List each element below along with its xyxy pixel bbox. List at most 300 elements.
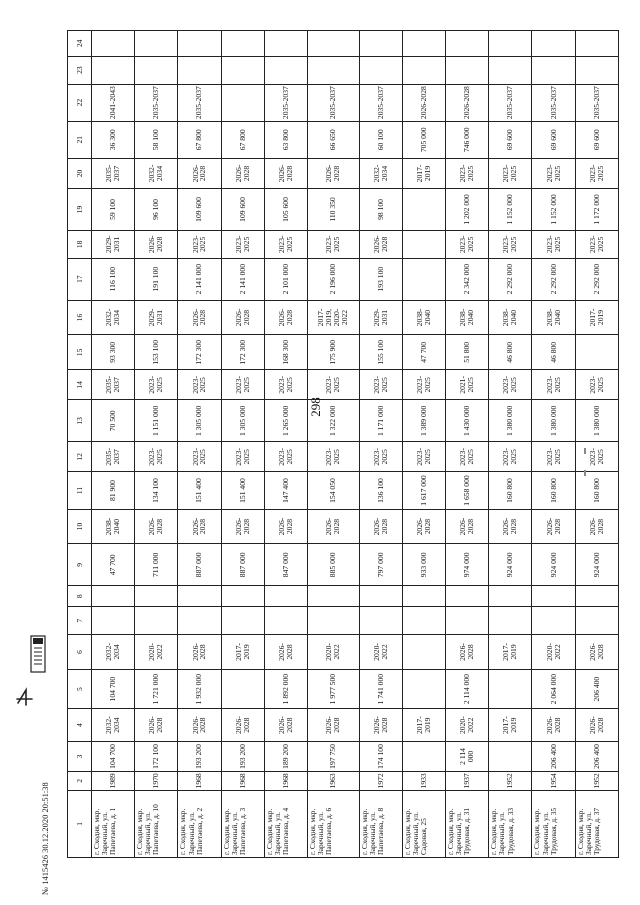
table-cell-col-24 — [446, 31, 489, 57]
table-cell-col-12: 2023-2025 — [264, 442, 307, 472]
table-cell-col-16: 2038-2040 — [489, 300, 532, 335]
address-cell: г. Сходня, мкр. Заречный, ул. Папетаева, д. 4 — [264, 790, 307, 857]
table-row — [359, 31, 402, 858]
table-cell-col-16: 2038-2040 — [402, 300, 445, 335]
table-cell-col-8 — [178, 586, 221, 607]
table-cell-col-17: 116 100 — [92, 258, 135, 300]
column-number-7: 7 — [68, 607, 92, 635]
table-cell-col-19: 1 202 000 — [446, 189, 489, 231]
table-cell-col-8 — [359, 586, 402, 607]
table-cell-col-2: 1989 — [92, 772, 135, 791]
table-cell-col-21: 66 650 — [307, 121, 359, 158]
table-cell-col-18: 2023-2025 — [221, 230, 264, 258]
table-cell-col-20: 2023-2025 — [489, 158, 532, 188]
table-cell-col-15: 47 700 — [402, 335, 445, 370]
table-cell-col-22: 2026-2028 — [446, 84, 489, 121]
table-cell-col-22: 2035-2037 — [489, 84, 532, 121]
table-cell-col-10: 2026-2028 — [178, 509, 221, 544]
table-cell-col-18: 2029-2031 — [92, 230, 135, 258]
table-cell-col-14: 2023-2025 — [135, 370, 178, 400]
table-cell-col-21: 69 600 — [489, 121, 532, 158]
table-cell-col-20: 2026-2028 — [178, 158, 221, 188]
table-cell-col-2: 1952 — [575, 772, 618, 791]
table-cell-col-2: 1937 — [446, 772, 489, 791]
table-cell-col-14: 2035-2037 — [92, 370, 135, 400]
fold-mark — [584, 470, 586, 476]
table-cell-col-3: 172 100 — [135, 741, 178, 771]
table-cell-col-5: 1 977 500 — [307, 669, 359, 708]
address-cell: г. Сходня, мкр. Заречный, ул. Трудовая, д. 31 — [446, 790, 489, 857]
table-cell-col-14: 2023-2025 — [178, 370, 221, 400]
table-cell-col-12: 2023-2025 — [446, 442, 489, 472]
table-cell-col-11: 136 100 — [359, 472, 402, 509]
table-cell-col-12: 2023-2025 — [532, 442, 575, 472]
table-cell-col-21: 69 600 — [575, 121, 618, 158]
table-cell-col-21: 705 000 — [402, 121, 445, 158]
table-cell-col-7 — [359, 607, 402, 635]
table-cell-col-23 — [402, 56, 445, 84]
table-cell-col-16: 2029-2031 — [359, 300, 402, 335]
table-cell-col-14: 2023-2025 — [402, 370, 445, 400]
table-cell-col-18 — [402, 230, 445, 258]
table-cell-col-19 — [402, 189, 445, 231]
table-cell-col-13: 1 305 000 — [178, 400, 221, 442]
table-cell-col-3: 193 200 — [178, 741, 221, 771]
table-cell-col-7 — [92, 607, 135, 635]
table-cell-col-8 — [135, 586, 178, 607]
table-cell-col-3: 206 400 — [532, 741, 575, 771]
table-cell-col-8 — [264, 586, 307, 607]
table-cell-col-15: 51 800 — [446, 335, 489, 370]
table-cell-col-12: 2023-2025 — [489, 442, 532, 472]
table-cell-col-11: 160 800 — [532, 472, 575, 509]
table-cell-col-12: 2023-2025 — [402, 442, 445, 472]
table-cell-col-17: 193 100 — [359, 258, 402, 300]
table-cell-col-23 — [307, 56, 359, 84]
table-cell-col-14: 2023-2025 — [532, 370, 575, 400]
table-cell-col-24 — [135, 31, 178, 57]
table-cell-col-17: 2 141 000 — [178, 258, 221, 300]
table-cell-col-4: 2026-2028 — [575, 709, 618, 742]
table-cell-col-13: 1 171 000 — [359, 400, 402, 442]
table-cell-col-15: 172 300 — [221, 335, 264, 370]
table-cell-col-9: 885 000 — [307, 544, 359, 586]
table-cell-col-9: 974 000 — [446, 544, 489, 586]
table-cell-col-12: 2035-2037 — [92, 442, 135, 472]
table-cell-col-6: 2020-2022 — [135, 635, 178, 670]
table-cell-col-22: 2026-2028 — [402, 84, 445, 121]
table-cell-col-13: 1 380 000 — [575, 400, 618, 442]
table-cell-col-16: 2026-2028 — [178, 300, 221, 335]
table-cell-col-7 — [575, 607, 618, 635]
table-cell-col-24 — [575, 31, 618, 57]
table-cell-col-5: 206 400 — [575, 669, 618, 708]
table-cell-col-2: 1968 — [178, 772, 221, 791]
table-cell-col-15: 172 300 — [178, 335, 221, 370]
table-cell-col-5: 1 741 000 — [359, 669, 402, 708]
column-number-3: 3 — [68, 741, 92, 771]
table-row — [489, 31, 532, 858]
table-cell-col-4: 2026-2028 — [359, 709, 402, 742]
table-cell-col-6: 2026-2028 — [178, 635, 221, 670]
address-cell: г. Сходня, мкр. Заречный, ул. Папетаева, д. 3 — [221, 790, 264, 857]
table-cell-col-10: 2026-2028 — [575, 509, 618, 544]
column-number-24: 24 — [68, 31, 92, 57]
table-row — [307, 31, 359, 858]
column-number-23: 23 — [68, 56, 92, 84]
table-cell-col-20: 2032-2034 — [359, 158, 402, 188]
column-number-16: 16 — [68, 300, 92, 335]
table-cell-col-2: 1954 — [532, 772, 575, 791]
table-cell-col-5 — [221, 669, 264, 708]
table-cell-col-19: 109 600 — [178, 189, 221, 231]
table-cell-col-7 — [402, 607, 445, 635]
table-cell-col-9: 924 000 — [489, 544, 532, 586]
table-row — [135, 31, 178, 858]
table-cell-col-5: 2 114 000 — [446, 669, 489, 708]
table-cell-col-3 — [489, 741, 532, 771]
table-cell-col-6 — [402, 635, 445, 670]
table-cell-col-13: 1 380 000 — [489, 400, 532, 442]
table-cell-col-5: 2 064 000 — [532, 669, 575, 708]
table-cell-col-21: 63 800 — [264, 121, 307, 158]
table-cell-col-9: 711 000 — [135, 544, 178, 586]
table-cell-col-11: 160 800 — [489, 472, 532, 509]
table-cell-col-18: 2023-2025 — [575, 230, 618, 258]
table-cell-col-10: 2026-2028 — [446, 509, 489, 544]
table-cell-col-22 — [221, 84, 264, 121]
table-cell-col-15 — [575, 335, 618, 370]
table-cell-col-5: 1 721 000 — [135, 669, 178, 708]
column-number-header-row — [68, 31, 92, 858]
document-stamp-icon — [30, 635, 46, 673]
table-cell-col-20: 2026-2028 — [264, 158, 307, 188]
table-cell-col-12: 2023-2025 — [359, 442, 402, 472]
table-row — [92, 31, 135, 858]
table-cell-col-18: 2023-2025 — [489, 230, 532, 258]
table-cell-col-15: 46 800 — [532, 335, 575, 370]
table-cell-col-5 — [489, 669, 532, 708]
table-cell-col-21: 69 600 — [532, 121, 575, 158]
table-cell-col-16: 2026-2028 — [221, 300, 264, 335]
table-cell-col-16: 2038-2040 — [532, 300, 575, 335]
column-number-10: 10 — [68, 509, 92, 544]
table-cell-col-20: 2023-2025 — [575, 158, 618, 188]
table-cell-col-2: 1970 — [135, 772, 178, 791]
table-cell-col-4: 2017-2019 — [402, 709, 445, 742]
table-cell-col-24 — [307, 31, 359, 57]
address-cell: г. Сходня, мкр. Заречный, ул. Папетаева, д. 1 — [92, 790, 135, 857]
table-cell-col-22: 2041-2043 — [92, 84, 135, 121]
document-registration-stamp: № 1415426 30.12.2020 20:51:38 — [40, 782, 50, 895]
column-number-6: 6 — [68, 635, 92, 670]
table-cell-col-23 — [575, 56, 618, 84]
table-row — [178, 31, 221, 858]
table-cell-col-3: 193 200 — [221, 741, 264, 771]
table-cell-col-17: 2 292 000 — [532, 258, 575, 300]
table-cell-col-24 — [359, 31, 402, 57]
table-cell-col-10: 2038-2040 — [92, 509, 135, 544]
column-number-14: 14 — [68, 370, 92, 400]
table-cell-col-5 — [402, 669, 445, 708]
table-cell-col-14: 2023-2025 — [307, 370, 359, 400]
table-cell-col-17: 2 141 000 — [221, 258, 264, 300]
table-cell-col-11: 160 800 — [575, 472, 618, 509]
column-number-21: 21 — [68, 121, 92, 158]
table-cell-col-23 — [532, 56, 575, 84]
table-cell-col-2: 1933 — [402, 772, 445, 791]
table-cell-col-8 — [532, 586, 575, 607]
table-cell-col-21: 67 800 — [221, 121, 264, 158]
table-cell-col-2: 1963 — [307, 772, 359, 791]
table-cell-col-8 — [221, 586, 264, 607]
table-row — [532, 31, 575, 858]
table-cell-col-23 — [92, 56, 135, 84]
document-footer — [8, 615, 68, 905]
table-cell-col-4: 2032-2034 — [92, 709, 135, 742]
table-cell-col-9: 887 000 — [178, 544, 221, 586]
column-number-2: 2 — [68, 772, 92, 791]
table-cell-col-17: 2 292 000 — [575, 258, 618, 300]
table-cell-col-17: 2 101 000 — [264, 258, 307, 300]
table-cell-col-15: 168 300 — [264, 335, 307, 370]
table-cell-col-24 — [178, 31, 221, 57]
table-cell-col-6: 2026-2028 — [264, 635, 307, 670]
table-cell-col-11: 151 400 — [221, 472, 264, 509]
table-cell-col-19: 109 600 — [221, 189, 264, 231]
table-cell-col-14: 2023-2025 — [359, 370, 402, 400]
address-cell: г. Сходня, мкр. Заречный, ул. Папетаева, д. 6 — [307, 790, 359, 857]
table-cell-col-22: 2035-2037 — [135, 84, 178, 121]
table-row — [221, 31, 264, 858]
table-cell-col-8 — [575, 586, 618, 607]
table-cell-col-4: 2026-2028 — [135, 709, 178, 742]
table-cell-col-13: 1 265 000 — [264, 400, 307, 442]
table-cell-col-14: 2021-2025 — [446, 370, 489, 400]
register-table — [67, 30, 619, 858]
table-cell-col-3: 197 750 — [307, 741, 359, 771]
table-cell-col-3: 2 114 000 — [446, 741, 489, 771]
table-cell-col-7 — [532, 607, 575, 635]
table-cell-col-2: 1968 — [264, 772, 307, 791]
table-cell-col-18: 2026-2028 — [135, 230, 178, 258]
table-cell-col-15: 93 300 — [92, 335, 135, 370]
table-cell-col-22: 2035-2037 — [532, 84, 575, 121]
column-number-18: 18 — [68, 230, 92, 258]
table-cell-col-8 — [402, 586, 445, 607]
table-cell-col-20: 2032-2034 — [135, 158, 178, 188]
fold-mark — [584, 448, 586, 454]
table-cell-col-10: 2026-2028 — [532, 509, 575, 544]
register-table-wrapper — [67, 30, 619, 858]
register-table-body — [92, 31, 619, 858]
column-number-5: 5 — [68, 669, 92, 708]
table-cell-col-3 — [402, 741, 445, 771]
table-cell-col-15: 155 100 — [359, 335, 402, 370]
table-cell-col-21: 67 800 — [178, 121, 221, 158]
table-cell-col-17: 2 292 000 — [489, 258, 532, 300]
address-cell: г. Сходня, мкр. Заречный, ул. Папетаева, д. 8 — [359, 790, 402, 857]
table-cell-col-21: 58 100 — [135, 121, 178, 158]
table-cell-col-14: 2023-2025 — [575, 370, 618, 400]
table-cell-col-11: 147 400 — [264, 472, 307, 509]
table-cell-col-22: 2035-2037 — [307, 84, 359, 121]
address-cell: г. Сходня, мкр. Заречный, ул. Садовая, 25 — [402, 790, 445, 857]
table-cell-col-20: 2017-2019 — [402, 158, 445, 188]
table-cell-col-9: 887 000 — [221, 544, 264, 586]
table-cell-col-18: 2023-2025 — [446, 230, 489, 258]
table-cell-col-17: 2 196 000 — [307, 258, 359, 300]
column-number-1: 1 — [68, 790, 92, 857]
table-cell-col-18: 2023-2025 — [532, 230, 575, 258]
table-cell-col-21: 36 300 — [92, 121, 135, 158]
table-cell-col-5: 104 700 — [92, 669, 135, 708]
table-cell-col-17 — [402, 258, 445, 300]
address-cell: г. Сходня, мкр. Заречный, ул. Трудовая, д. 35 — [532, 790, 575, 857]
table-cell-col-24 — [402, 31, 445, 57]
table-cell-col-22: 2035-2037 — [264, 84, 307, 121]
table-cell-col-2: 1972 — [359, 772, 402, 791]
table-cell-col-9: 924 000 — [532, 544, 575, 586]
table-cell-col-13: 1 322 000 — [307, 400, 359, 442]
table-cell-col-6: 2026-2028 — [446, 635, 489, 670]
table-cell-col-6: 2020-2022 — [359, 635, 402, 670]
table-cell-col-13: 1 380 000 — [532, 400, 575, 442]
table-cell-col-16: 2029-2031 — [135, 300, 178, 335]
table-cell-col-19: 98 100 — [359, 189, 402, 231]
table-cell-col-10: 2026-2028 — [264, 509, 307, 544]
table-cell-col-6: 2026-2028 — [575, 635, 618, 670]
table-row — [446, 31, 489, 858]
table-cell-col-11: 134 100 — [135, 472, 178, 509]
table-cell-col-23 — [264, 56, 307, 84]
table-cell-col-9: 47 700 — [92, 544, 135, 586]
table-cell-col-22: 2035-2037 — [359, 84, 402, 121]
table-cell-col-11: 154 050 — [307, 472, 359, 509]
table-cell-col-22: 2035-2037 — [178, 84, 221, 121]
table-cell-col-23 — [359, 56, 402, 84]
table-cell-col-13: 1 151 000 — [135, 400, 178, 442]
table-cell-col-19: 96 100 — [135, 189, 178, 231]
table-cell-col-5: 1 892 000 — [264, 669, 307, 708]
table-cell-col-6: 2032-2034 — [92, 635, 135, 670]
table-cell-col-16: 2017-2019 — [575, 300, 618, 335]
address-cell: г. Сходня, мкр. Заречный, ул. Трудовая, д. 37 — [575, 790, 618, 857]
table-cell-col-20: 2026-2028 — [307, 158, 359, 188]
table-cell-col-20: 2023-2025 — [446, 158, 489, 188]
table-cell-col-13: 1 305 000 — [221, 400, 264, 442]
table-cell-col-21: 746 000 — [446, 121, 489, 158]
table-cell-col-16: 2038-2040 — [446, 300, 489, 335]
table-cell-col-9: 847 000 — [264, 544, 307, 586]
table-cell-col-18: 2023-2025 — [307, 230, 359, 258]
table-cell-col-7 — [264, 607, 307, 635]
table-cell-col-17: 2 342 000 — [446, 258, 489, 300]
table-row — [402, 31, 445, 858]
column-number-13: 13 — [68, 400, 92, 442]
table-cell-col-19: 110 350 — [307, 189, 359, 231]
table-cell-col-23 — [489, 56, 532, 84]
table-cell-col-10: 2026-2028 — [307, 509, 359, 544]
column-number-15: 15 — [68, 335, 92, 370]
table-row — [264, 31, 307, 858]
table-cell-col-16: 2017-2019, 2020-2022 — [307, 300, 359, 335]
table-cell-col-16: 2032-2034 — [92, 300, 135, 335]
column-number-4: 4 — [68, 709, 92, 742]
table-cell-col-2: 1952 — [489, 772, 532, 791]
table-cell-col-12: 2023-2025 — [178, 442, 221, 472]
table-cell-col-9: 924 000 — [575, 544, 618, 586]
table-cell-col-5: 1 932 000 — [178, 669, 221, 708]
table-cell-col-4: 2017-2019 — [489, 709, 532, 742]
table-cell-col-11: 81 900 — [92, 472, 135, 509]
page-number: 298 — [308, 397, 323, 417]
table-cell-col-3: 174 100 — [359, 741, 402, 771]
table-cell-col-13: 70 500 — [92, 400, 135, 442]
column-number-17: 17 — [68, 258, 92, 300]
column-number-19: 19 — [68, 189, 92, 231]
table-cell-col-24 — [264, 31, 307, 57]
address-cell: г. Сходня, мкр. Заречный, ул. Трудовая, д. 33 — [489, 790, 532, 857]
table-cell-col-23 — [221, 56, 264, 84]
table-cell-col-21: 60 100 — [359, 121, 402, 158]
table-cell-col-8 — [446, 586, 489, 607]
table-row — [575, 31, 618, 858]
table-cell-col-11: 1 658 000 — [446, 472, 489, 509]
table-cell-col-10: 2026-2028 — [135, 509, 178, 544]
table-cell-col-19: 1 152 000 — [532, 189, 575, 231]
table-cell-col-15: 153 100 — [135, 335, 178, 370]
table-cell-col-4: 2026-2028 — [264, 709, 307, 742]
table-cell-col-4: 2020-2022 — [446, 709, 489, 742]
table-cell-col-6: 2020-2022 — [307, 635, 359, 670]
table-cell-col-24 — [92, 31, 135, 57]
column-number-11: 11 — [68, 472, 92, 509]
table-cell-col-4: 2026-2028 — [178, 709, 221, 742]
table-cell-col-7 — [221, 607, 264, 635]
table-cell-col-17: 191 100 — [135, 258, 178, 300]
column-number-22: 22 — [68, 84, 92, 121]
table-cell-col-6: 2017-2019 — [221, 635, 264, 670]
table-cell-col-9: 797 000 — [359, 544, 402, 586]
table-cell-col-8 — [307, 586, 359, 607]
column-number-8: 8 — [68, 586, 92, 607]
table-cell-col-24 — [489, 31, 532, 57]
table-cell-col-4: 2026-2028 — [532, 709, 575, 742]
table-cell-col-10: 2026-2028 — [221, 509, 264, 544]
table-cell-col-23 — [178, 56, 221, 84]
table-cell-col-4: 2026-2028 — [307, 709, 359, 742]
column-number-20: 20 — [68, 158, 92, 188]
table-cell-col-9: 933 000 — [402, 544, 445, 586]
table-cell-col-18: 2026-2028 — [359, 230, 402, 258]
table-cell-col-12: 2023-2025 — [575, 442, 618, 472]
table-cell-col-10: 2026-2028 — [359, 509, 402, 544]
table-cell-col-8 — [489, 586, 532, 607]
table-cell-col-14: 2023-2025 — [489, 370, 532, 400]
table-cell-col-13: 1 430 000 — [446, 400, 489, 442]
table-cell-col-13: 1 389 000 — [402, 400, 445, 442]
table-cell-col-20: 2035-2037 — [92, 158, 135, 188]
table-cell-col-7 — [135, 607, 178, 635]
table-cell-col-2: 1968 — [221, 772, 264, 791]
table-cell-col-14: 2023-2025 — [264, 370, 307, 400]
table-cell-col-24 — [532, 31, 575, 57]
table-cell-col-7 — [178, 607, 221, 635]
address-cell: г. Сходня, мкр. Заречный, ул. Папетаева, д. 2 — [178, 790, 221, 857]
handwritten-number-mark — [12, 685, 38, 711]
table-cell-col-8 — [92, 586, 135, 607]
